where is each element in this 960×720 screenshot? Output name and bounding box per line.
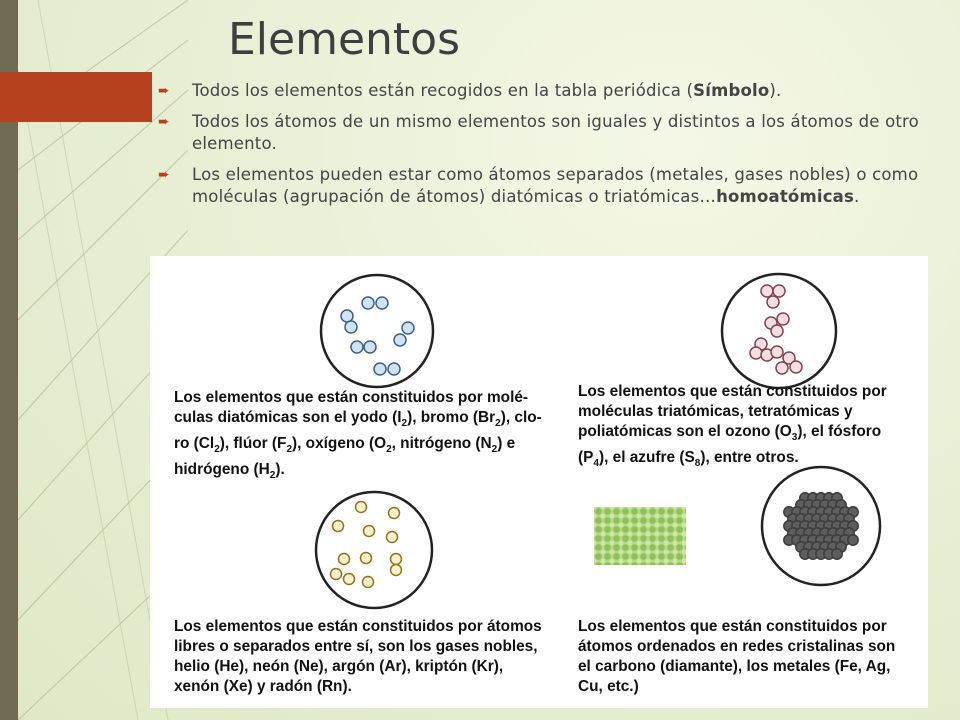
diatomic-atom: [351, 341, 363, 353]
polyatomic-atom: [790, 361, 802, 373]
caption-crystal: Los elementos que están constituidos por átomos ordenados en redes cristalinas son el carbono (diamante), los metales (Fe, Ag, Cu, etc.): [578, 618, 896, 695]
arrow-bullet-icon: ➨: [158, 83, 170, 99]
noble-gas-atom: [333, 521, 344, 532]
arrow-bullet-icon: ➨: [158, 167, 170, 183]
noble-gas-atom: [391, 565, 402, 576]
bullet-item: ➨ Los elementos pueden estar como átomos separados (metales, gases nobles) o como moléculas (agrupación de átomos) diatómicas o triatómicas…homoatómicas.: [158, 165, 919, 206]
arrow-bullet-icon: ➨: [158, 114, 170, 130]
polyatomic-atom: [750, 347, 762, 359]
diatomic-atom: [376, 297, 388, 309]
noble-gas-atom: [387, 532, 398, 543]
diatomic-atom: [364, 341, 376, 353]
diatomic-atom: [341, 310, 353, 322]
title-accent-tab: [0, 72, 152, 122]
polyatomic-atom: [771, 325, 783, 337]
polyatomic-molecules-diagram: [722, 274, 836, 388]
noble-gas-atom: [344, 574, 355, 585]
polyatomic-atom: [777, 313, 789, 325]
noble-gas-atom: [339, 554, 350, 565]
noble-gas-atom: [356, 502, 367, 513]
polyatomic-atom: [773, 285, 785, 297]
noble-gas-atom: [389, 508, 400, 519]
noble-gas-atom: [391, 554, 402, 565]
polyatomic-atom: [771, 346, 783, 358]
bullet-item: ➨ Todos los átomos de un mismo elementos son iguales y distintos a los átomos de otro elemento.: [158, 112, 919, 153]
elements-figure: [150, 256, 928, 708]
diatomic-atom: [345, 321, 357, 333]
polyatomic-atom: [776, 362, 788, 374]
metal-lattice-diagram: [762, 467, 880, 585]
metal-atom: [832, 549, 842, 559]
caption-diatomic: Los elementos que están constituidos por molé- culas diatómicas son el yodo $(I_2)$, bromo $(Br_2)$, clo- ro $(Cl_2)$, flúor $(F_2)$, oxígeno ($O_2$, nitrógeno $(N_2)$ e hidrógeno $(H_2)$.: [174, 389, 542, 482]
diatomic-atom: [394, 334, 406, 346]
polyatomic-atom: [761, 285, 773, 297]
noble-gas-atom: [361, 553, 372, 564]
diatomic-atom: [374, 363, 386, 375]
noble-gas-atom: [331, 569, 342, 580]
slide-title: Elementos: [228, 14, 461, 65]
diatomic-atom: [362, 297, 374, 309]
noble-gas-atom: [363, 577, 374, 588]
diatomic-atom: [402, 322, 414, 334]
metal-atom: [848, 535, 858, 545]
diatomic-atom: [388, 363, 400, 375]
caption-polyatomic: Los elementos que están constituidos por moléculas triatómicas, tetratómicas y poliatómicas son el ozono $(O_3)$, el fósforo $(P_4)$, el azufre $(S_8)$, entre otros.: [578, 383, 887, 470]
noble-gas-atom: [364, 526, 375, 537]
bullet-list: [158, 80, 928, 217]
crystal-lattice-image: [594, 507, 686, 565]
caption-free-atoms: Los elementos que están constituidos por átomos libres o separados entre sí, son los gases nobles, helio (He), neón (Ne), argón (Ar), kriptón (Kr), xenón (Xe) y radón (Rn).: [174, 618, 542, 695]
polyatomic-atom: [767, 296, 779, 308]
diatomic-molecules-diagram: [321, 275, 433, 387]
free-atoms-diagram: [316, 492, 432, 608]
bullet-item: ➨ Todos los elementos están recogidos en la tabla periódica (Símbolo).: [158, 81, 782, 100]
